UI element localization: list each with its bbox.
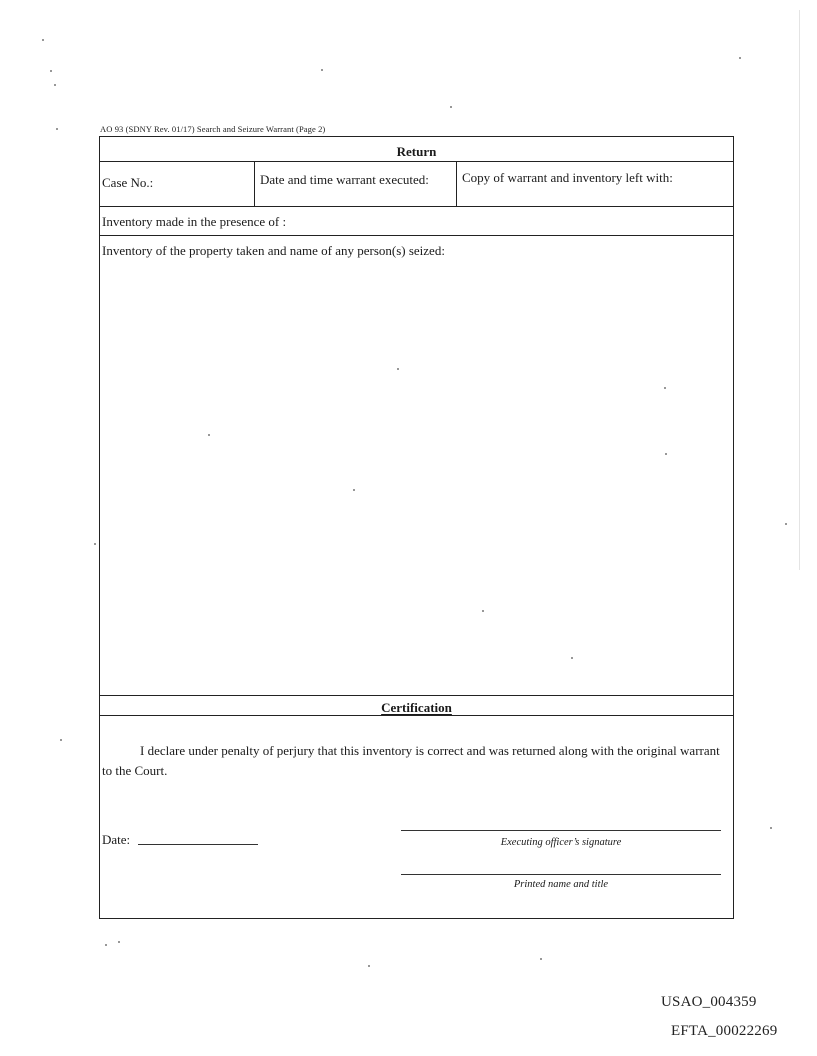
- scan-speck: [208, 434, 210, 436]
- divider: [456, 161, 457, 206]
- date-label: Date:: [102, 832, 131, 847]
- scan-speck: [397, 368, 399, 370]
- printed-name-caption: Printed name and title: [513, 879, 609, 890]
- divider: [100, 235, 733, 236]
- scan-speck: [118, 941, 120, 943]
- return-title: Return: [396, 144, 437, 159]
- property-taken-label: Inventory of the property taken and name of any person(s) seized:: [102, 243, 445, 258]
- divider: [100, 206, 733, 207]
- certification-title-row: [100, 700, 733, 716]
- scan-speck: [56, 128, 58, 130]
- signature-line: [401, 830, 721, 831]
- property-inventory-area: [100, 257, 733, 692]
- scan-speck: [664, 387, 666, 389]
- scan-speck: [60, 739, 62, 741]
- divider: [100, 695, 733, 696]
- scan-speck: [42, 39, 44, 41]
- scan-speck: [94, 543, 96, 545]
- scan-speck: [540, 958, 542, 960]
- scan-speck: [785, 523, 787, 525]
- divider: [100, 715, 733, 716]
- scan-speck: [770, 827, 772, 829]
- scan-speck: [368, 965, 370, 967]
- scan-speck: [450, 106, 452, 108]
- scan-speck: [321, 69, 323, 71]
- warrant-return-form: [99, 136, 734, 919]
- case-no-label: Case No.:: [102, 175, 154, 190]
- bates-efta: EFTA_00022269: [671, 1023, 778, 1039]
- scan-edge: [799, 10, 800, 570]
- bates-usao: USAO_004359: [661, 994, 757, 1010]
- presence-label: Inventory made in the presence of :: [102, 214, 287, 229]
- scan-speck: [105, 944, 107, 946]
- signature-caption: Executing officer’s signature: [500, 837, 622, 848]
- printed-name-line: [401, 874, 721, 875]
- certification-title: Certification: [381, 700, 452, 715]
- scan-speck: [665, 453, 667, 455]
- scan-speck: [353, 489, 355, 491]
- divider: [100, 161, 733, 162]
- declaration-text: I declare under penalty of perjury that this inventory is correct and was returned along with the original warrant to the Court.: [102, 743, 720, 778]
- divider: [254, 161, 255, 206]
- scan-speck: [54, 84, 56, 86]
- scan-speck: [50, 70, 52, 72]
- date-time-executed-label: Date and time warrant executed:: [260, 172, 429, 187]
- form-identifier: AO 93 (SDNY Rev. 01/17) Search and Seizure Warrant (Page 2): [100, 124, 326, 134]
- copy-left-with-label: Copy of warrant and inventory left with:: [462, 170, 673, 185]
- scan-speck: [571, 657, 573, 659]
- scan-speck: [739, 57, 741, 59]
- scan-speck: [482, 610, 484, 612]
- date-line: [138, 844, 258, 845]
